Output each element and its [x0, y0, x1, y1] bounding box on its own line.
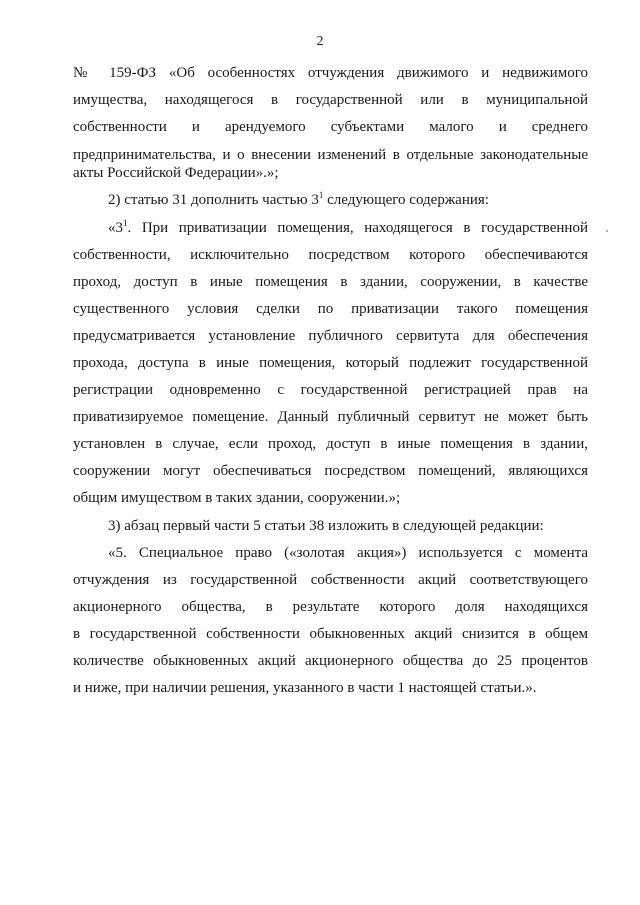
text-line-5: акты Российской Федерации».»; — [73, 165, 279, 181]
text-line-20: отчуждения из государственной собственности акций соответствующего — [73, 572, 588, 588]
text-line-10: существенного условия сделки по приватизации такого помещения — [73, 301, 588, 317]
text-line-21: акционерного общества, в результате которого доля находящихся — [73, 599, 588, 615]
text-line-7 — [108, 219, 588, 237]
text-line-19: «5. Специальное право («золотая акция») используется с момента — [108, 545, 588, 561]
scan-speck — [606, 230, 608, 232]
text-line-15: установлен в случае, если проход, доступ в иные помещения в здании, — [73, 436, 588, 452]
text-line-14: приватизируемое помещение. Данный публичный сервитут не может быть — [73, 409, 588, 425]
text-line-11: предусматривается установление публичного сервитута для обеспечения — [73, 328, 588, 344]
text-line-13: регистрации одновременно с государственной регистрацией прав на — [73, 382, 588, 398]
page-number: 2 — [316, 34, 324, 49]
item-2-text-tail: следующего содержания: — [323, 192, 489, 208]
text-line-24: и ниже, при наличии решения, указанного в части 1 настоящей статьи.». — [73, 680, 537, 696]
text-line-4: предпринимательства, и о внесении изменений в отдельные законодательные — [73, 147, 588, 163]
paragraph-3-1-start: «3 — [108, 220, 123, 236]
text-line-17: общим имуществом в таких здании, сооружении.»; — [73, 490, 401, 506]
paragraph-3-1-superscript: 1 — [123, 218, 128, 228]
item-2-superscript: 1 — [318, 190, 324, 200]
text-line-9: проход, доступ в иные помещения в здании, сооружении, в качестве — [73, 274, 588, 290]
text-line-2: имущества, находящегося в государственной или в муниципальной — [73, 92, 588, 108]
item-3-heading: 3) абзац первый части 5 статьи 38 изложить в следующей редакции: — [108, 518, 544, 534]
text-line-23: количестве обыкновенных акций акционерного общества до 25 процентов — [73, 653, 588, 669]
text-line-1: № 159-ФЗ «Об особенностях отчуждения движимого и недвижимого — [73, 65, 588, 81]
paragraph-3-1-text: . При приватизации помещения, находящегося в государственной — [127, 220, 588, 236]
item-2-heading — [108, 191, 489, 209]
text-line-8: собственности, исключительно посредством которого обеспечиваются — [73, 247, 588, 263]
item-2-text: 2) статью 31 дополнить частью 3 — [108, 192, 319, 208]
text-line-3: собственности и арендуемого субъектами малого и среднего — [73, 119, 588, 135]
text-line-16: сооружении могут обеспечиваться посредством помещений, являющихся — [73, 463, 588, 479]
text-line-12: прохода, доступа в иные помещения, который подлежит государственной — [73, 355, 588, 371]
text-line-22: в государственной собственности обыкновенных акций снизится в общем — [73, 626, 588, 642]
